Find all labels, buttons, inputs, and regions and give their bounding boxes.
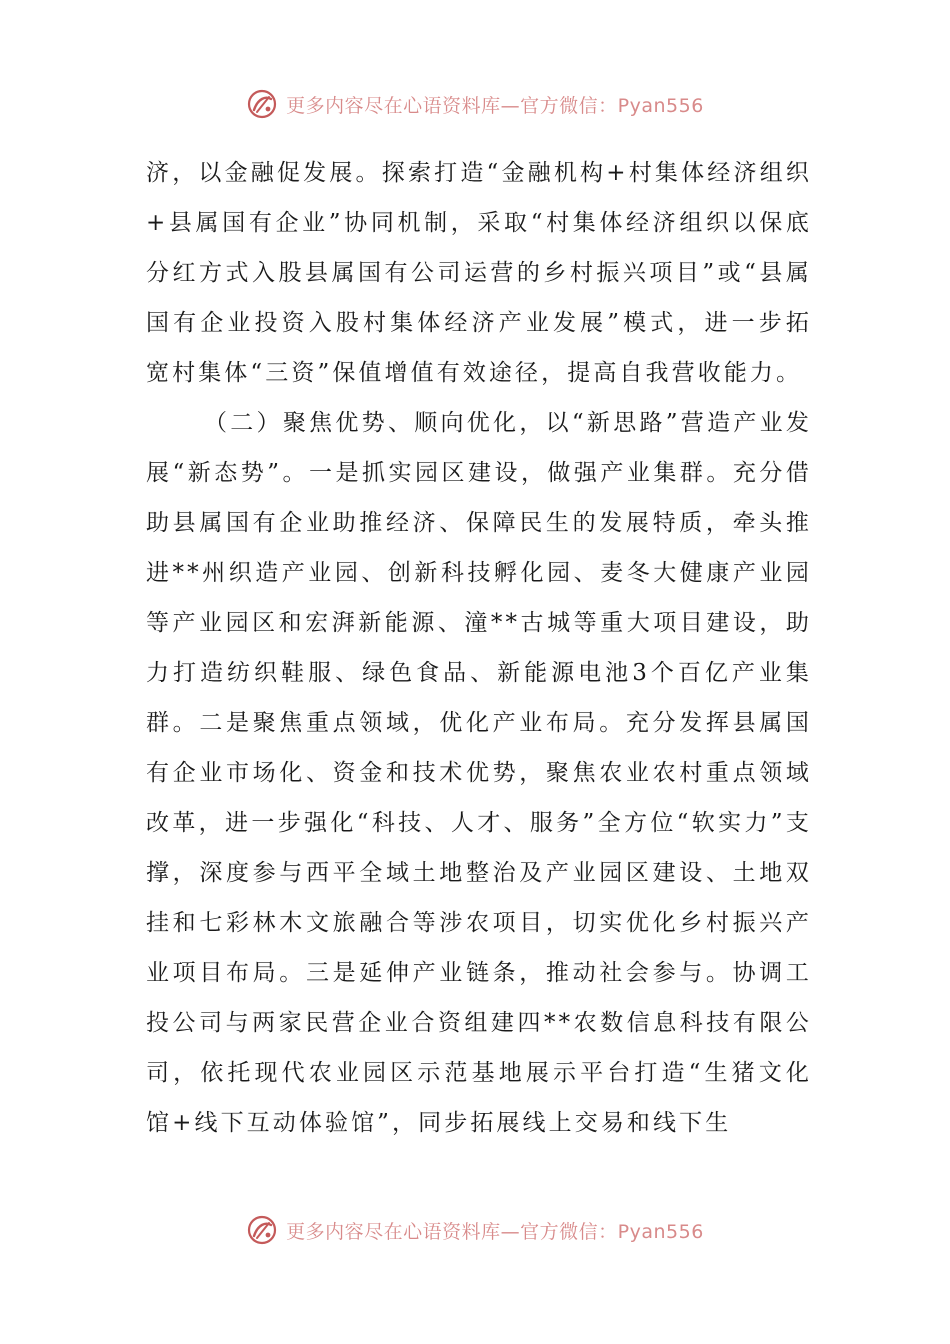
- document-body: [146, 148, 812, 1148]
- paragraph-1: 济，以金融促发展。探索打造“金融机构+村集体经济组织+县属国有企业”协同机制，采取“村集体经济组织以保底分红方式入股县属国有公司运营的乡村振兴项目”或“县属国有企业投资入股村集体经济产业发展”模式，进一步拓宽村集体“三资”保值增值有效途径，提高自我营收能力。: [146, 160, 812, 386]
- header-banner: [0, 84, 950, 124]
- banner-text: 更多内容尽在心语资料库—官方微信：Pyan556: [286, 1220, 704, 1243]
- stamp-logo-icon: [246, 88, 278, 120]
- stamp-logo-icon: [246, 1214, 278, 1246]
- footer-banner: [0, 1210, 950, 1250]
- paragraph-2: （二）聚焦优势、顺向优化，以“新思路”营造产业发展“新态势”。一是抓实园区建设，做强产业集群。充分借助县属国有企业助推经济、保障民生的发展特质，牵头推进**州织造产业园、创新科技孵化园、麦冬大健康产业园等产业园区和宏湃新能源、潼**古城等重大项目建设，助力打造纺织鞋服、绿色食品、新能源电池3个百亿产业集群。二是聚焦重点领域，优化产业布局。充分发挥县属国有企业市场化、资金和技术优势，聚焦农业农村重点领域改革，进一步强化“科技、人才、服务”全方位“软实力”支撑，深度参与西平全域土地整治及产业园区建设、土地双挂和七彩林木文旅融合等涉农项目，切实优化乡村振兴产业项目布局。三是延伸产业链条，推动社会参与。协调工投公司与两家民营企业合资组建四**农数信息科技有限公司，依托现代农业园区示范基地展示平台打造“生猪文化馆+线下互动体验馆”，同步拓展线上交易和线下生: [146, 410, 812, 1136]
- banner-text: 更多内容尽在心语资料库—官方微信：Pyan556: [286, 94, 704, 117]
